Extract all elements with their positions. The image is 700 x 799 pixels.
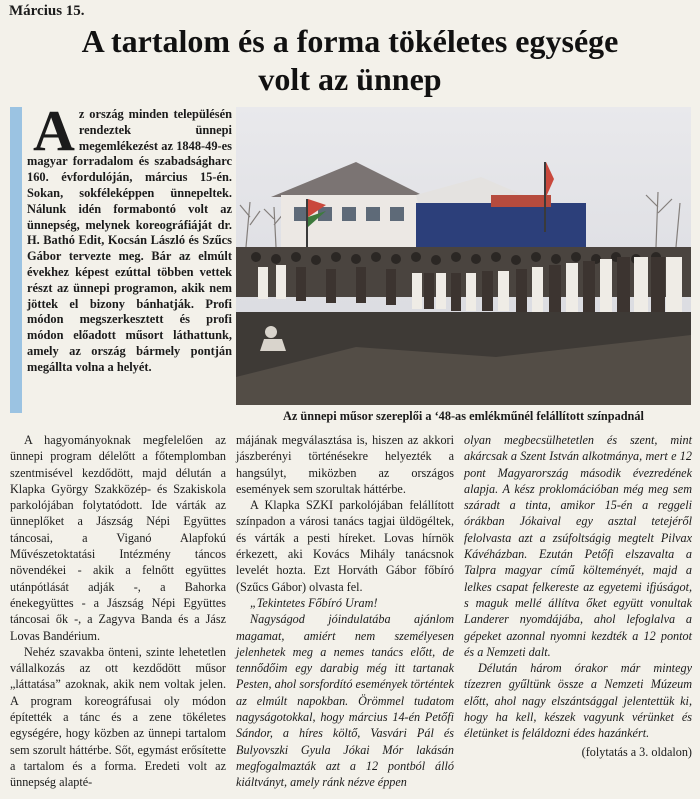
col2-letter-paragraph: Nagyságod jóindulatába ajánlom magamat, amiért nem személyesen jelenhetek meg a nemes tanács előtt, de tennődőim egy darabig még itt tartanak Pesten, ahol sorsfordító események történtek az elmúlt napokban. Örömmel tudatom nagyságotokkal, hogy március 14-én Petőfi Sándor, a híres költő, Vasvári Pál és Bulyovszki Gyula Jókai Mór lakásán megfogalmazták azt a 12 pontból álló kiáltványt, amely ránk nézve éppen	[236, 612, 454, 790]
col1-paragraph-2: Nehéz szavakba önteni, szinte lehetetlen vállalkozás az ott kezdődött műsor „láttatása” azoknak, akik nem voltak jelen. A program koreográfusai oly módon építették a tánc és a zene tökéletes egységére, hogy közben az ünnepi tartalom sem szorult háttérbe. Sőt, egymást erősítette a tartalom és a forma. Eredeti volt az ünnepség alapté-	[10, 644, 226, 790]
col2-paragraph-1: májának megválasztása is, hiszen az akkori jászberényi történésekre helyezték a hangsúlyt, miközben az országos események sem szorultak háttérbe.	[236, 433, 454, 496]
photo-caption: Az ünnepi műsor szereplői a ‘48-as emlékműnél felállított színpadnál	[283, 409, 644, 423]
lead-box	[10, 98, 232, 413]
col1-paragraph-1: A hagyományoknak megfelelően az ünnepi program délelőtt a főtemplomban szentmisével kezdődött, majd délután a Klapka György Szakközép- és Szakiskola parkolójában folytatódott. Ide várták az ünneplőket a Jászság Népi Együttes táncosai, a Viganó Alapfokú Művészetoktatási Intézmény táncos növendékei - akik a felnőtt együttes utánpótlását adják -, a Bahorka énekegyüttes - a Jászság Népi Együttes táncosai ők -, a Zagyva Banda és a Jász Lovas Bandérium.	[10, 433, 226, 643]
lead-text: z ország minden településén rendeztek ünnepi megemlékezést az 1848-49-es magyar forradalom és szabadságharc 160. évfordulóján, március 15-én. Sokan, sokféleképpen ünnepeltek. Nálunk idén formabontó volt az ünnepség, melynek koreográfiáját dr. H. Bathó Edit, Kocsán László és Szűcs Gábor tervezte meg. Bár az elmúlt évekhez képest ezúttal többen vettek részt az ünnepi programon, akik nem jöttek el bizony bánhatják. Profi módon megszerkesztett és profi módon előadott műsort láthattunk, amely az ország bármely pontján megállta volna a helyét.	[27, 107, 232, 374]
col3-letter-paragraph-2: Délután három órakor már mintegy tízezren gyűltünk össze a Nemzeti Múzeum előtt, ahol nagy elszántsággal jelentettük ki, hogy ha kell, készek vagyunk vérünket és életünket is feláldozni édes hazánkért.	[464, 661, 692, 741]
event-photo	[236, 107, 691, 405]
title-line-1: A tartalom és a forma tökéletes egysége	[81, 23, 619, 59]
article-column-1	[10, 432, 226, 791]
event-photo-illustration	[236, 107, 691, 405]
article-title	[20, 22, 680, 98]
article-column-3	[464, 432, 692, 760]
drop-cap: A	[33, 98, 75, 163]
lead-paragraph	[27, 98, 232, 376]
article-column-2	[236, 432, 454, 791]
col3-letter-paragraph-1: olyan megbecsülhetetlen és szent, mint akárcsak a Szent István alkotmánya, mert e 12 pont Magyarország második évezredének alapja. A kész proklomációban még meg sem száradt a tinta, amikor 15-én a reggeli órákban Jókaival egy asztal tetejéről felolvasta azt a zsúfoltságig megtelt Pilvax Kávéházban. Ezután Petőfi elszavalta a Talpra magyar című költeményét, majd a lelkes csapat felkereste az egyetemi ifjúságot, s maguk mellé állítva őket együtt vonultak Landerer nyomdájába, ahol lefoglalva a gépeket azonnal nyomni kezdték a 12 pontot és a Nemzeti dalt.	[464, 433, 692, 659]
lead-accent-bar	[10, 107, 22, 413]
issue-date: Március 15.	[9, 3, 85, 19]
col2-letter-salutation: „Tekintetes Főbíró Uram!	[250, 595, 378, 610]
title-line-2: volt az ünnep	[258, 61, 442, 97]
continued-note[interactable]: (folytatás a 3. oldalon)	[581, 744, 692, 759]
col2-paragraph-2: A Klapka SZKI parkolójában felállított színpadon a városi tanács tagjai üldögéltek, és várták a pesti híreket. Lovas hírnök érkezett, aki Kovács Mihály tanácsnok levelét hozta. Ezt Horváth Gábor főbíró (Szűcs Gábor) olvasta fel.	[236, 498, 454, 594]
